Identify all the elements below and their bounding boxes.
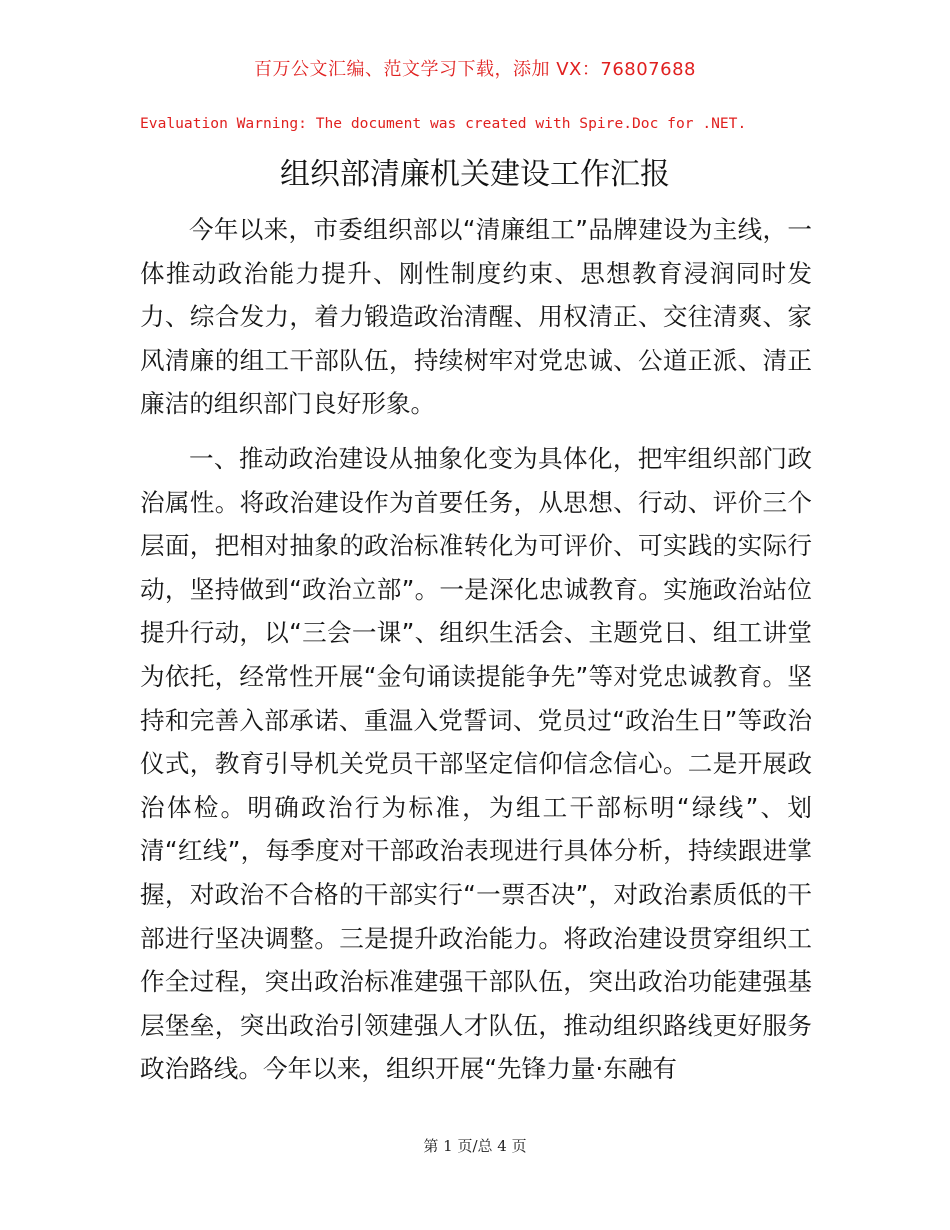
evaluation-warning: Evaluation Warning: The document was created with Spire.Doc for .NET. bbox=[140, 115, 747, 132]
document-body bbox=[140, 208, 812, 1091]
paragraph-section-one: 一、推动政治建设从抽象化变为具体化，把牢组织部门政治属性。将政治建设作为首要任务，从思想、行动、评价三个层面，把相对抽象的政治标准转化为可评价、可实践的实际行动，坚持做到“政治立部”。一是深化忠诚教育。实施政治站位提升行动，以“三会一课”、组织生活会、主题党日、组工讲堂为依托，经常性开展“金句诵读提能争先”等对党忠诚教育。坚持和完善入部承诺、重温入党誓词、党员过“政治生日”等政治仪式，教育引导机关党员干部坚定信仰信念信心。二是开展政治体检。明确政治行为标准，为组工干部标明“绿线”、划清“红线”，每季度对干部政治表现进行具体分析，持续跟进掌握，对政治不合格的干部实行“一票否决”，对政治素质低的干部进行坚决调整。三是提升政治能力。将政治建设贯穿组织工作全过程，突出政治标准建强干部队伍，突出政治功能建强基层堡垒，突出政治引领建强人才队伍，推动组织路线更好服务政治路线。今年以来，组织开展“先锋力量·东融有 bbox=[140, 443, 812, 1084]
paragraph-intro: 今年以来，市委组织部以“清廉组工”品牌建设为主线，一体推动政治能力提升、刚性制度约束、思想教育浸润同时发力、综合发力，着力锻造政治清醒、用权清正、交往清爽、家风清廉的组工干部队伍，持续树牢对党忠诚、公道正派、清正廉洁的组织部门良好形象。 bbox=[140, 215, 812, 419]
header-banner: 百万公文汇编、范文学习下载，添加 VX：76807688 bbox=[254, 59, 696, 80]
document-title: 组织部清廉机关建设工作汇报 bbox=[280, 157, 670, 192]
page-number: 第 1 页/总 4 页 bbox=[423, 1137, 527, 1155]
